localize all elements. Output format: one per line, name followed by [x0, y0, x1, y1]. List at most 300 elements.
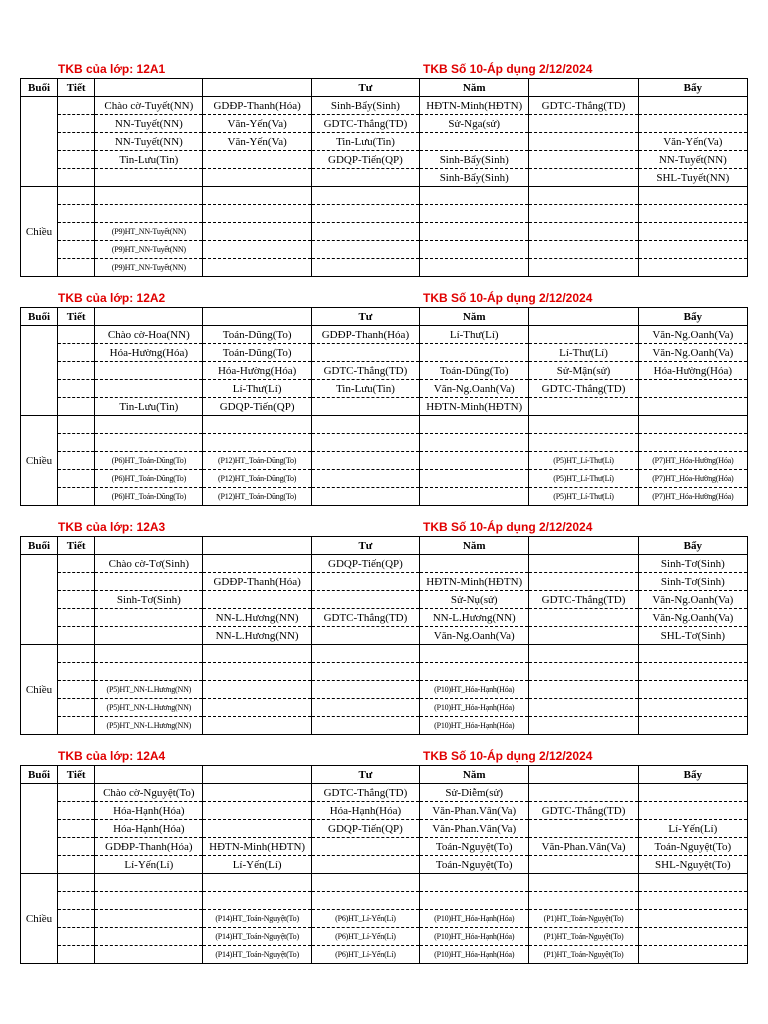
version-label: TKB Số 10-Áp dụng 2/12/2024 — [423, 520, 593, 534]
lesson-cell — [203, 892, 311, 910]
column-header — [529, 766, 638, 784]
timetable-header — [20, 62, 748, 78]
morning-row — [21, 398, 748, 416]
morning-row — [21, 627, 748, 645]
lesson-cell — [638, 699, 747, 717]
lesson-cell: (P5)HT_NN-L.Hương(NN) — [95, 699, 203, 717]
column-header: Tiết — [58, 766, 95, 784]
lesson-cell — [203, 645, 311, 663]
lesson-cell — [311, 259, 419, 277]
column-header: Tư — [311, 537, 419, 555]
lesson-cell — [311, 717, 419, 735]
lesson-cell — [638, 115, 747, 133]
lesson-cell — [203, 663, 311, 681]
session-cell: Chiều — [21, 187, 58, 277]
period-cell — [58, 573, 95, 591]
header-row — [21, 537, 748, 555]
lesson-cell: GDĐP-Thanh(Hóa) — [95, 838, 203, 856]
afternoon-row — [21, 223, 748, 241]
afternoon-row — [21, 717, 748, 735]
afternoon-row — [21, 470, 748, 488]
lesson-cell: (P6)HT_Toán-Dũng(To) — [95, 488, 203, 506]
lesson-cell: (P5)HT_Lí-Thư(Lí) — [529, 488, 638, 506]
session-cell: Chiều — [21, 645, 58, 735]
period-cell — [58, 187, 95, 205]
lesson-cell: Hóa-Hạnh(Hóa) — [95, 820, 203, 838]
timetable-header — [20, 749, 748, 765]
class-timetable — [20, 62, 748, 277]
lesson-cell — [420, 663, 529, 681]
lesson-cell: Sử-Nga(sử) — [420, 115, 529, 133]
morning-row — [21, 591, 748, 609]
lesson-cell: GDTC-Thắng(TD) — [311, 115, 419, 133]
lesson-cell — [95, 573, 203, 591]
lesson-cell — [529, 681, 638, 699]
lesson-cell: Văn-Ng.Oanh(Va) — [638, 344, 747, 362]
lesson-cell: (P10)HT_Hóa-Hạnh(Hóa) — [420, 699, 529, 717]
lesson-cell: Sinh-Tơ(Sinh) — [638, 555, 747, 573]
column-header — [203, 79, 311, 97]
lesson-cell: NN-L.Hương(NN) — [203, 627, 311, 645]
lesson-cell — [203, 416, 311, 434]
lesson-cell: GDQP-Tiến(QP) — [203, 398, 311, 416]
period-cell — [58, 416, 95, 434]
column-header: Buổi — [21, 537, 58, 555]
schedule-table — [20, 307, 748, 506]
session-cell: Chiều — [21, 416, 58, 506]
version-label: TKB Số 10-Áp dụng 2/12/2024 — [423, 62, 593, 76]
lesson-cell: (P7)HT_Hóa-Hường(Hóa) — [638, 488, 747, 506]
lesson-cell: (P6)HT_Lí-Yến(Lí) — [311, 910, 419, 928]
lesson-cell: GDĐP-Thanh(Hóa) — [311, 326, 419, 344]
lesson-cell: Văn-Phan.Vân(Va) — [420, 802, 529, 820]
lesson-cell — [529, 856, 638, 874]
header-row — [21, 79, 748, 97]
header-row — [21, 766, 748, 784]
lesson-cell: (P1)HT_Toán-Nguyệt(To) — [529, 928, 638, 946]
lesson-cell: Tin-Lưu(Tin) — [95, 151, 203, 169]
lesson-cell — [95, 169, 203, 187]
morning-row — [21, 802, 748, 820]
lesson-cell: Toán-Nguyệt(To) — [420, 838, 529, 856]
lesson-cell — [529, 169, 638, 187]
schedule-table — [20, 536, 748, 735]
lesson-cell: GDTC-Thắng(TD) — [311, 784, 419, 802]
lesson-cell — [529, 820, 638, 838]
afternoon-row — [21, 488, 748, 506]
lesson-cell — [420, 555, 529, 573]
period-cell — [58, 115, 95, 133]
column-header: Bẩy — [638, 308, 747, 326]
column-header — [203, 766, 311, 784]
afternoon-row — [21, 910, 748, 928]
lesson-cell: HĐTN-Minh(HĐTN) — [203, 838, 311, 856]
afternoon-row — [21, 681, 748, 699]
lesson-cell — [638, 946, 747, 964]
column-header — [95, 766, 203, 784]
lesson-cell — [95, 946, 203, 964]
morning-row — [21, 609, 748, 627]
lesson-cell: Văn-Ng.Oanh(Va) — [638, 591, 747, 609]
lesson-cell — [638, 645, 747, 663]
lesson-cell — [95, 205, 203, 223]
lesson-cell — [95, 874, 203, 892]
lesson-cell: NN-L.Hương(NN) — [203, 609, 311, 627]
lesson-cell — [420, 223, 529, 241]
lesson-cell: (P6)HT_Lí-Yến(Lí) — [311, 946, 419, 964]
lesson-cell — [95, 434, 203, 452]
lesson-cell — [638, 663, 747, 681]
lesson-cell — [311, 223, 419, 241]
lesson-cell: Toán-Nguyệt(To) — [420, 856, 529, 874]
column-header — [95, 308, 203, 326]
lesson-cell — [203, 187, 311, 205]
lesson-cell — [95, 187, 203, 205]
class-timetable — [20, 291, 748, 506]
lesson-cell — [529, 133, 638, 151]
lesson-cell: (P5)HT_NN-L.Hương(NN) — [95, 681, 203, 699]
lesson-cell: Sử-Diễm(sử) — [420, 784, 529, 802]
schedule-table — [20, 78, 748, 277]
period-cell — [58, 663, 95, 681]
period-cell — [58, 452, 95, 470]
lesson-cell — [95, 663, 203, 681]
lesson-cell — [529, 663, 638, 681]
lesson-cell — [529, 434, 638, 452]
lesson-cell: Hóa-Hường(Hóa) — [638, 362, 747, 380]
afternoon-row — [21, 259, 748, 277]
lesson-cell: (P1)HT_Toán-Nguyệt(To) — [529, 946, 638, 964]
lesson-cell — [203, 784, 311, 802]
lesson-cell — [529, 609, 638, 627]
column-header: Bẩy — [638, 766, 747, 784]
lesson-cell — [203, 699, 311, 717]
lesson-cell — [420, 187, 529, 205]
lesson-cell: Sinh-Bẩy(Sinh) — [311, 97, 419, 115]
period-cell — [58, 344, 95, 362]
lesson-cell: Hóa-Hường(Hóa) — [95, 344, 203, 362]
lesson-cell — [529, 326, 638, 344]
period-cell — [58, 169, 95, 187]
lesson-cell — [95, 928, 203, 946]
lesson-cell — [638, 717, 747, 735]
lesson-cell — [203, 681, 311, 699]
column-header — [95, 537, 203, 555]
lesson-cell: Văn-Yến(Va) — [203, 133, 311, 151]
afternoon-row — [21, 946, 748, 964]
lesson-cell — [95, 892, 203, 910]
period-cell — [58, 910, 95, 928]
period-cell — [58, 874, 95, 892]
lesson-cell: (P12)HT_Toán-Dũng(To) — [203, 470, 311, 488]
lesson-cell — [311, 591, 419, 609]
lesson-cell — [311, 627, 419, 645]
lesson-cell — [638, 784, 747, 802]
timetable-header — [20, 291, 748, 307]
lesson-cell: (P9)HT_NN-Tuyết(NN) — [95, 259, 203, 277]
lesson-cell — [203, 874, 311, 892]
afternoon-row — [21, 663, 748, 681]
class-label: TKB của lớp: 12A3 — [58, 520, 166, 534]
lesson-cell: Sinh-Tơ(Sinh) — [95, 591, 203, 609]
lesson-cell: Lí-Thư(Lí) — [529, 344, 638, 362]
lesson-cell: Hóa-Hạnh(Hóa) — [311, 802, 419, 820]
lesson-cell — [95, 645, 203, 663]
lesson-cell: (P10)HT_Hóa-Hạnh(Hóa) — [420, 681, 529, 699]
lesson-cell — [311, 169, 419, 187]
lesson-cell — [420, 892, 529, 910]
period-cell — [58, 470, 95, 488]
lesson-cell: (P7)HT_Hóa-Hường(Hóa) — [638, 470, 747, 488]
class-label: TKB của lớp: 12A4 — [58, 749, 166, 763]
lesson-cell — [203, 259, 311, 277]
lesson-cell — [311, 187, 419, 205]
lesson-cell: Toán-Nguyệt(To) — [638, 838, 747, 856]
lesson-cell — [311, 434, 419, 452]
lesson-cell: Văn-Ng.Oanh(Va) — [420, 380, 529, 398]
period-cell — [58, 784, 95, 802]
lesson-cell: GDĐP-Thanh(Hóa) — [203, 573, 311, 591]
header-row — [21, 308, 748, 326]
lesson-cell: Sử-Nụ(sử) — [420, 591, 529, 609]
lesson-cell — [638, 434, 747, 452]
lesson-cell — [638, 802, 747, 820]
lesson-cell: NN-Tuyết(NN) — [95, 133, 203, 151]
lesson-cell — [311, 874, 419, 892]
lesson-cell — [529, 573, 638, 591]
period-cell — [58, 609, 95, 627]
column-header: Bẩy — [638, 79, 747, 97]
session-cell — [21, 326, 58, 416]
lesson-cell: (P12)HT_Toán-Dũng(To) — [203, 452, 311, 470]
lesson-cell: (P9)HT_NN-Tuyết(NN) — [95, 241, 203, 259]
lesson-cell: SHL-Tuyết(NN) — [638, 169, 747, 187]
lesson-cell: Chào cờ-Tuyết(NN) — [95, 97, 203, 115]
lesson-cell: HĐTN-Minh(HĐTN) — [420, 97, 529, 115]
period-cell — [58, 555, 95, 573]
lesson-cell — [529, 892, 638, 910]
lesson-cell: Lí-Thư(Lí) — [203, 380, 311, 398]
lesson-cell: Tin-Lưu(Tin) — [95, 398, 203, 416]
class-timetable — [20, 749, 748, 964]
version-label: TKB Số 10-Áp dụng 2/12/2024 — [423, 291, 593, 305]
lesson-cell — [420, 205, 529, 223]
lesson-cell: Sử-Mận(sử) — [529, 362, 638, 380]
afternoon-row — [21, 892, 748, 910]
lesson-cell — [638, 910, 747, 928]
column-header: Tư — [311, 766, 419, 784]
class-label: TKB của lớp: 12A2 — [58, 291, 166, 305]
lesson-cell — [638, 205, 747, 223]
period-cell — [58, 133, 95, 151]
period-cell — [58, 717, 95, 735]
lesson-cell — [529, 784, 638, 802]
lesson-cell — [529, 223, 638, 241]
lesson-cell: GDTC-Thắng(TD) — [529, 802, 638, 820]
lesson-cell: (P6)HT_Lí-Yến(Lí) — [311, 928, 419, 946]
lesson-cell — [95, 910, 203, 928]
lesson-cell — [529, 151, 638, 169]
lesson-cell: Lí-Yến(Lí) — [203, 856, 311, 874]
column-header — [203, 308, 311, 326]
lesson-cell — [420, 259, 529, 277]
lesson-cell: (P10)HT_Hóa-Hạnh(Hóa) — [420, 717, 529, 735]
lesson-cell — [95, 609, 203, 627]
lesson-cell — [203, 151, 311, 169]
lesson-cell — [311, 892, 419, 910]
period-cell — [58, 326, 95, 344]
lesson-cell: Văn-Ng.Oanh(Va) — [420, 627, 529, 645]
lesson-cell — [529, 259, 638, 277]
lesson-cell — [203, 717, 311, 735]
column-header: Năm — [420, 308, 529, 326]
lesson-cell — [311, 856, 419, 874]
lesson-cell: Văn-Ng.Oanh(Va) — [638, 326, 747, 344]
period-cell — [58, 838, 95, 856]
afternoon-row — [21, 187, 748, 205]
lesson-cell: Sinh-Bẩy(Sinh) — [420, 151, 529, 169]
column-header: Buổi — [21, 79, 58, 97]
lesson-cell: GDQP-Tiến(QP) — [311, 555, 419, 573]
lesson-cell: Lí-Thư(Lí) — [420, 326, 529, 344]
morning-row — [21, 97, 748, 115]
lesson-cell: (P5)HT_NN-L.Hương(NN) — [95, 717, 203, 735]
morning-row — [21, 133, 748, 151]
lesson-cell: GDĐP-Thanh(Hóa) — [203, 97, 311, 115]
lesson-cell — [311, 645, 419, 663]
lesson-cell — [311, 344, 419, 362]
class-label: TKB của lớp: 12A1 — [58, 62, 166, 76]
lesson-cell — [638, 681, 747, 699]
lesson-cell: Hóa-Hạnh(Hóa) — [95, 802, 203, 820]
morning-row — [21, 820, 748, 838]
afternoon-row — [21, 645, 748, 663]
lesson-cell: Tin-Lưu(Tin) — [311, 380, 419, 398]
column-header: Buổi — [21, 766, 58, 784]
lesson-cell: Sinh-Tơ(Sinh) — [638, 573, 747, 591]
lesson-cell — [529, 187, 638, 205]
lesson-cell — [529, 699, 638, 717]
lesson-cell — [311, 573, 419, 591]
lesson-cell: Sinh-Bẩy(Sinh) — [420, 169, 529, 187]
morning-row — [21, 151, 748, 169]
period-cell — [58, 398, 95, 416]
column-header: Tiết — [58, 537, 95, 555]
version-label: TKB Số 10-Áp dụng 2/12/2024 — [423, 749, 593, 763]
afternoon-row — [21, 416, 748, 434]
lesson-cell — [203, 555, 311, 573]
lesson-cell — [420, 645, 529, 663]
column-header: Tiết — [58, 79, 95, 97]
period-cell — [58, 591, 95, 609]
lesson-cell — [420, 133, 529, 151]
lesson-cell — [638, 187, 747, 205]
morning-row — [21, 573, 748, 591]
lesson-cell — [311, 838, 419, 856]
lesson-cell — [420, 344, 529, 362]
period-cell — [58, 802, 95, 820]
lesson-cell — [529, 555, 638, 573]
lesson-cell: NN-Tuyết(NN) — [95, 115, 203, 133]
morning-row — [21, 344, 748, 362]
period-cell — [58, 892, 95, 910]
timetable-header — [20, 520, 748, 536]
lesson-cell: HĐTN-Minh(HĐTN) — [420, 398, 529, 416]
period-cell — [58, 699, 95, 717]
lesson-cell — [529, 874, 638, 892]
lesson-cell — [420, 452, 529, 470]
column-header — [203, 537, 311, 555]
lesson-cell: Chào cờ-Nguyệt(To) — [95, 784, 203, 802]
column-header: Năm — [420, 537, 529, 555]
lesson-cell — [420, 874, 529, 892]
lesson-cell — [529, 645, 638, 663]
lesson-cell — [203, 434, 311, 452]
lesson-cell: (P5)HT_Lí-Thư(Lí) — [529, 452, 638, 470]
lesson-cell — [529, 205, 638, 223]
afternoon-row — [21, 205, 748, 223]
morning-row — [21, 115, 748, 133]
period-cell — [58, 205, 95, 223]
lesson-cell — [529, 241, 638, 259]
lesson-cell — [95, 380, 203, 398]
morning-row — [21, 555, 748, 573]
morning-row — [21, 362, 748, 380]
lesson-cell: Lí-Yến(Lí) — [95, 856, 203, 874]
morning-row — [21, 784, 748, 802]
lesson-cell: GDTC-Thắng(TD) — [529, 97, 638, 115]
lesson-cell: GDTC-Thắng(TD) — [529, 591, 638, 609]
lesson-cell — [311, 241, 419, 259]
lesson-cell: SHL-Nguyệt(To) — [638, 856, 747, 874]
lesson-cell — [95, 627, 203, 645]
lesson-cell: (P1)HT_Toán-Nguyệt(To) — [529, 910, 638, 928]
period-cell — [58, 645, 95, 663]
morning-row — [21, 169, 748, 187]
lesson-cell — [638, 416, 747, 434]
column-header: Bẩy — [638, 537, 747, 555]
lesson-cell: HĐTN-Minh(HĐTN) — [420, 573, 529, 591]
lesson-cell: GDQP-Tiến(QP) — [311, 820, 419, 838]
lesson-cell: (P9)HT_NN-Tuyết(NN) — [95, 223, 203, 241]
column-header — [529, 79, 638, 97]
lesson-cell: (P10)HT_Hóa-Hạnh(Hóa) — [420, 910, 529, 928]
lesson-cell: (P10)HT_Hóa-Hạnh(Hóa) — [420, 946, 529, 964]
lesson-cell — [638, 380, 747, 398]
column-header: Buổi — [21, 308, 58, 326]
lesson-cell: (P14)HT_Toán-Nguyệt(To) — [203, 946, 311, 964]
lesson-cell: Toán-Dũng(To) — [420, 362, 529, 380]
lesson-cell: GDQP-Tiến(QP) — [311, 151, 419, 169]
lesson-cell — [420, 416, 529, 434]
period-cell — [58, 241, 95, 259]
column-header: Tiết — [58, 308, 95, 326]
session-cell: Chiều — [21, 874, 58, 964]
column-header — [95, 79, 203, 97]
period-cell — [58, 820, 95, 838]
lesson-cell: (P7)HT_Hóa-Hường(Hóa) — [638, 452, 747, 470]
lesson-cell — [203, 820, 311, 838]
session-cell — [21, 784, 58, 874]
lesson-cell: Lí-Yến(Lí) — [638, 820, 747, 838]
schedule-table — [20, 765, 748, 964]
lesson-cell — [311, 470, 419, 488]
lesson-cell — [420, 434, 529, 452]
lesson-cell: Văn-Yến(Va) — [638, 133, 747, 151]
lesson-cell: SHL-Tơ(Sinh) — [638, 627, 747, 645]
lesson-cell — [311, 398, 419, 416]
session-cell — [21, 97, 58, 187]
